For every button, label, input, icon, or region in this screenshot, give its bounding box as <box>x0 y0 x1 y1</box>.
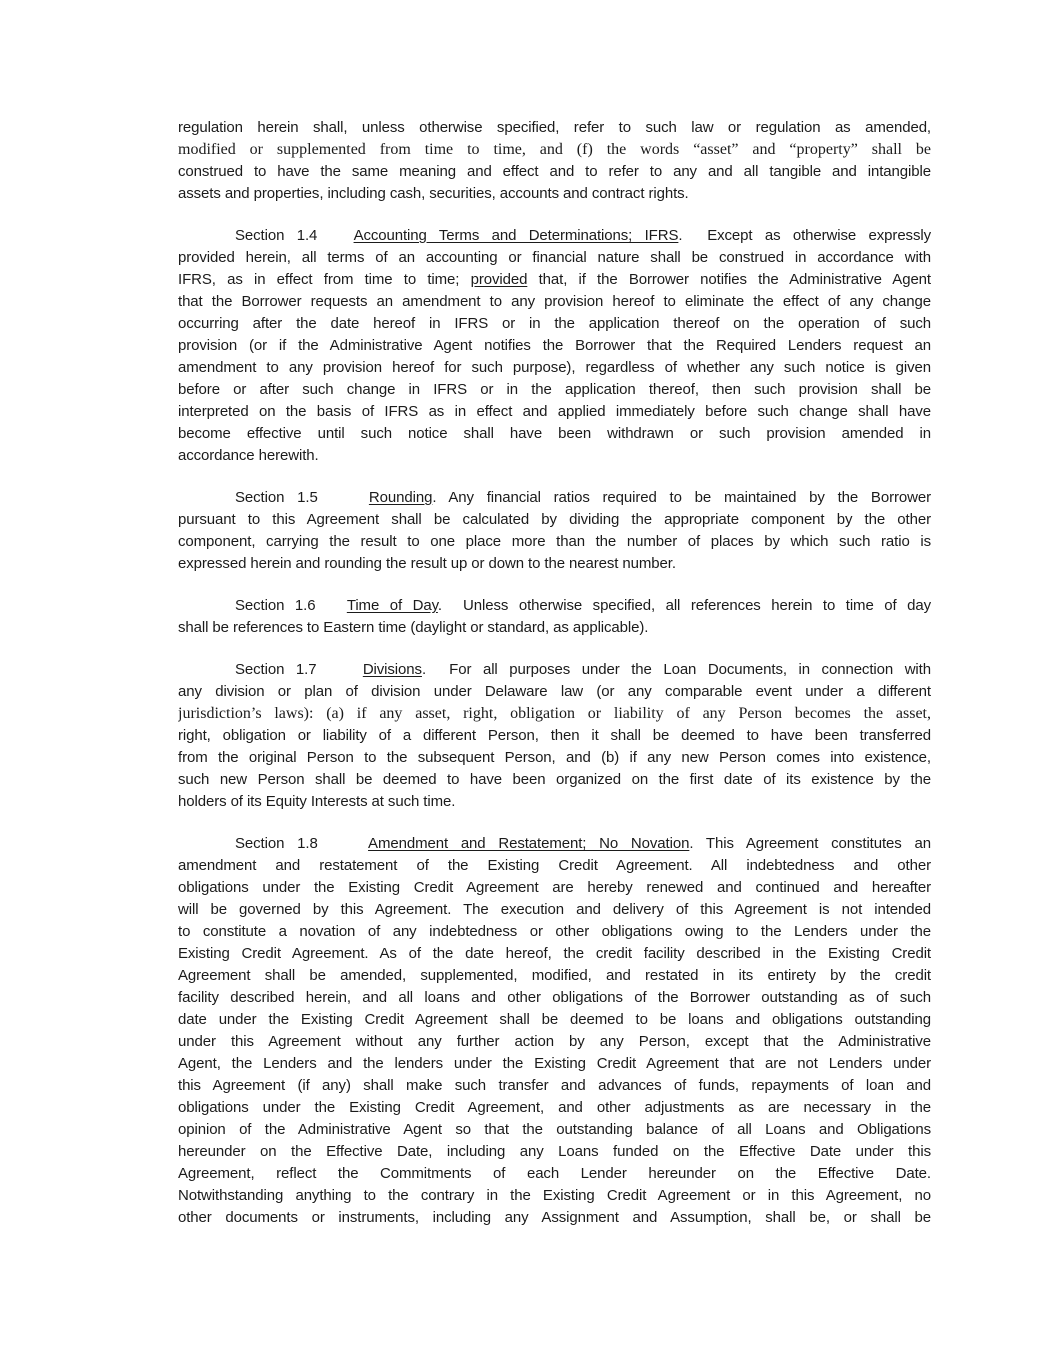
underlined-heading: Time of Day <box>346 597 438 614</box>
underlined-heading: Accounting Terms and Determinations; IFRS <box>353 227 679 244</box>
text-segment: . Any financial ratios required to be maintained by the Borrower <box>432 489 931 506</box>
text-segment: obligations under the Existing Credit Agreement, and other adjustments as are necessary in the <box>178 1099 931 1116</box>
text-line <box>178 1185 931 1207</box>
para-section-1-6-time-of-day <box>178 595 931 639</box>
text-segment: provided herein, all terms of an accounting or financial nature shall be construed in accordance with <box>178 249 931 266</box>
text-line <box>178 681 931 703</box>
text-segment: amendment and restatement of the Existing Credit Agreement. All indebtedness and other <box>178 857 931 874</box>
text-segment: assets and properties, including cash, securities, accounts and contract rights. <box>178 185 689 202</box>
text-line <box>178 877 931 899</box>
text-line <box>178 769 931 791</box>
text-line <box>178 595 931 617</box>
text-segment: . For all purposes under the Loan Documents, in connection with <box>421 661 931 678</box>
text-segment: shall be references to Eastern time (daylight or standard, as applicable). <box>178 619 649 636</box>
text-line <box>178 703 931 725</box>
text-line <box>178 1207 931 1229</box>
text-line <box>178 313 931 335</box>
text-segment: modified or supplemented from time to time, and (f) the words “asset” and “property” shall be <box>178 141 931 158</box>
text-segment: will be governed by this Agreement. The execution and delivery of this Agreement is not intended <box>178 901 931 918</box>
text-line <box>178 965 931 987</box>
text-line <box>178 921 931 943</box>
para-section-1-5-rounding <box>178 487 931 575</box>
text-segment: this Agreement (if any) shall make such transfer and advances of funds, repayments of loan and <box>178 1077 931 1094</box>
text-segment: pursuant to this Agreement shall be calculated by dividing the appropriate component by the other <box>178 511 931 528</box>
text-segment: regulation herein shall, unless otherwise specified, refer to such law or regulation as amended, <box>178 119 931 136</box>
text-segment: component, carrying the result to one place more than the number of places by which such ratio is <box>178 533 931 550</box>
text-segment: opinion of the Administrative Agent so that the outstanding balance of all Loans and Obligations <box>178 1121 931 1138</box>
text-segment: Notwithstanding anything to the contrary in the Existing Credit Agreement or in this Agreement, no <box>178 1187 931 1204</box>
underlined-heading: Rounding <box>368 489 433 506</box>
text-line <box>178 987 931 1009</box>
text-segment: date under the Existing Credit Agreement shall be deemed to be loans and obligations outstanding <box>178 1011 931 1028</box>
text-segment: Agreement shall be amended, supplemented, modified, and restated in its entirety by the credit <box>178 967 931 984</box>
text-segment: accordance herewith. <box>178 447 319 464</box>
para-regulation-continuation <box>178 117 931 205</box>
text-line <box>178 401 931 423</box>
text-segment: Section 1.8 <box>235 835 369 852</box>
text-segment: under this Agreement without any further action by any Person, except that the Administrative <box>178 1033 931 1050</box>
text-line <box>178 725 931 747</box>
text-line <box>178 943 931 965</box>
text-segment: jurisdiction’s laws): (a) if any asset, right, obligation or liability of any Person becomes the asset, <box>178 705 931 722</box>
text-line <box>178 899 931 921</box>
text-line <box>178 1141 931 1163</box>
text-line <box>178 791 931 813</box>
text-line <box>178 269 931 291</box>
text-line <box>178 1119 931 1141</box>
text-line <box>178 1075 931 1097</box>
para-section-1-4-accounting-terms <box>178 225 931 467</box>
text-line <box>178 379 931 401</box>
text-line <box>178 553 931 575</box>
text-segment: Section 1.6 <box>235 597 347 614</box>
text-segment: obligations under the Existing Credit Agreement are hereby renewed and continued and hereafter <box>178 879 931 896</box>
text-line <box>178 833 931 855</box>
text-segment: from the original Person to the subsequent Person, and (b) if any new Person comes into existence, <box>178 749 931 766</box>
text-segment: facility described herein, and all loans and other obligations of the Borrower outstanding as of such <box>178 989 931 1006</box>
text-segment: such new Person shall be deemed to have been organized on the first date of its existence by the <box>178 771 931 788</box>
text-segment: . Unless otherwise specified, all references herein to time of day <box>437 597 931 614</box>
text-line <box>178 247 931 269</box>
para-section-1-7-divisions <box>178 659 931 813</box>
text-segment: that, if the Borrower notifies the Administrative Agent <box>527 271 931 288</box>
text-line <box>178 161 931 183</box>
text-segment: become effective until such notice shall have been withdrawn or such provision amended in <box>178 425 931 442</box>
text-segment: other documents or instruments, including any Assignment and Assumption, shall be, or shall be <box>178 1209 931 1226</box>
text-line <box>178 117 931 139</box>
text-segment: occurring after the date hereof in IFRS or in the application thereof on the operation of such <box>178 315 931 332</box>
text-line <box>178 225 931 247</box>
text-segment: Agent, the Lenders and the lenders under the Existing Credit Agreement that are not Lenders under <box>178 1055 931 1072</box>
text-line <box>178 291 931 313</box>
text-line <box>178 487 931 509</box>
underlined-heading: Amendment and Restatement; No Novation <box>368 835 690 852</box>
text-segment: any division or plan of division under Delaware law (or any comparable event under a different <box>178 683 931 700</box>
text-line <box>178 183 931 205</box>
text-line <box>178 855 931 877</box>
underlined-heading: provided <box>470 271 528 288</box>
text-segment: . Except as otherwise expressly <box>678 227 931 244</box>
text-line <box>178 1009 931 1031</box>
text-segment: hereunder on the Effective Date, including any Loans funded on the Effective Date under this <box>178 1143 931 1160</box>
text-line <box>178 1163 931 1185</box>
text-block <box>178 117 931 1249</box>
text-segment: Section 1.5 <box>235 489 369 506</box>
text-segment: amendment to any provision hereof for such purpose), regardless of whether any such notice is given <box>178 359 931 376</box>
text-segment: IFRS, as in effect from time to time; <box>178 271 471 288</box>
text-segment: to constitute a novation of any indebtedness or other obligations owing to the Lenders under the <box>178 923 931 940</box>
text-segment: holders of its Equity Interests at such time. <box>178 793 456 810</box>
text-line <box>178 1053 931 1075</box>
text-line <box>178 531 931 553</box>
text-segment: construed to have the same meaning and effect and to refer to any and all tangible and intangible <box>178 163 931 180</box>
underlined-heading: Divisions <box>362 661 422 678</box>
text-segment: Existing Credit Agreement. As of the date hereof, the credit facility described in the Existing Credit <box>178 945 931 962</box>
text-line <box>178 747 931 769</box>
text-segment: before or after such change in IFRS or in the application thereof, then such provision shall be <box>178 381 931 398</box>
text-segment: . This Agreement constitutes an <box>689 835 931 852</box>
text-line <box>178 1097 931 1119</box>
text-line <box>178 357 931 379</box>
text-segment: right, obligation or liability of a different Person, then it shall be deemed to have been transferred <box>178 727 931 744</box>
text-line <box>178 335 931 357</box>
text-segment: expressed herein and rounding the result up or down to the nearest number. <box>178 555 676 572</box>
text-line <box>178 509 931 531</box>
text-line <box>178 423 931 445</box>
text-segment: Section 1.7 <box>235 661 363 678</box>
text-segment: that the Borrower requests an amendment to any provision hereof to eliminate the effect of any change <box>178 293 931 310</box>
para-section-1-8-amendment-restatement <box>178 833 931 1229</box>
text-line <box>178 1031 931 1053</box>
text-segment: Agreement, reflect the Commitments of each Lender hereunder on the Effective Date. <box>178 1165 931 1182</box>
text-segment: provision (or if the Administrative Agent notifies the Borrower that the Required Lenders request an <box>178 337 931 354</box>
text-line <box>178 659 931 681</box>
text-line <box>178 617 931 639</box>
text-segment: interpreted on the basis of IFRS as in effect and applied immediately before such change shall have <box>178 403 931 420</box>
text-segment: Section 1.4 <box>235 227 354 244</box>
text-line <box>178 445 931 467</box>
text-line <box>178 139 931 161</box>
